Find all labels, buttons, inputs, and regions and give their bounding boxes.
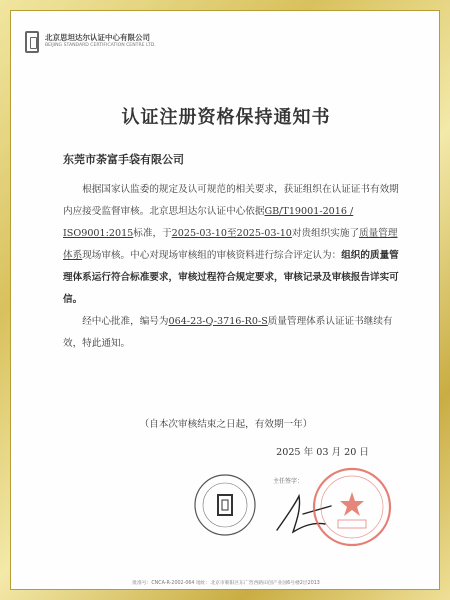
company-logo xyxy=(25,31,185,69)
logo-mark-icon xyxy=(25,31,39,53)
p1-text-2: 标准，于 xyxy=(133,228,172,239)
official-red-seal xyxy=(311,466,393,548)
notice-paragraph-1 xyxy=(63,179,403,311)
notice-body xyxy=(63,179,403,355)
p2-text-2: 质量管理体系认证证书继续有效，特此通知。 xyxy=(63,316,393,349)
director-signature-label: 主任签字： xyxy=(273,478,304,485)
p1-text-3: 至 xyxy=(227,228,237,239)
p1-text-5: 现场审核。中心对现场审核组的审核资料进行综合评定认为： xyxy=(82,250,342,261)
company-name: 东莞市荼富手袋有限公司 xyxy=(63,153,184,166)
certificate-number: 064-23-Q-3716-R0-S xyxy=(168,316,268,327)
footer-approval-address: 批准号：CNCA-R-2002-064 地址：北京市朝阳区东广营西路田创产业园6号楼2层2013 xyxy=(132,581,320,586)
issue-date: 2025 年 03 月 20 日 xyxy=(276,447,369,458)
certificate-page xyxy=(10,10,440,590)
certification-stamp-icon xyxy=(193,473,257,537)
p2-text-1: 经中心批准，编号为 xyxy=(82,316,169,327)
document-title: 认证注册资格保持通知书 xyxy=(121,107,331,128)
p1-text-4: 对贵组织实施了 xyxy=(291,228,360,239)
audit-date-to: 2025-03-10 xyxy=(236,228,292,239)
logo-english-name: BEIJING STANDARD CERTIFICATION CENTRE LTD. xyxy=(45,43,156,48)
notice-paragraph-2 xyxy=(63,311,403,355)
p1-text-1: 根据国家认监委的规定及认可规范的相关要求，获证组织在认证证书有效期内应接受监督审核。北京思坦达尔认证中心依据 xyxy=(63,184,399,217)
logo-chinese-name: 北京思坦达尔认证中心有限公司 xyxy=(45,33,150,42)
assessment-conclusion: 组织的质量管理体系运行符合标准要求，审核过程符合规定要求，审核记录及审核报告详实可信。 xyxy=(63,250,399,305)
standard-code: GB/T19001-2016 / ISO9001:2015 xyxy=(63,206,354,239)
validity-note: （自本次审核结束之日起，有效期一年） xyxy=(139,419,313,430)
management-system: 质量管理体系 xyxy=(63,228,398,261)
audit-date-from: 2025-03-10 xyxy=(171,228,227,239)
